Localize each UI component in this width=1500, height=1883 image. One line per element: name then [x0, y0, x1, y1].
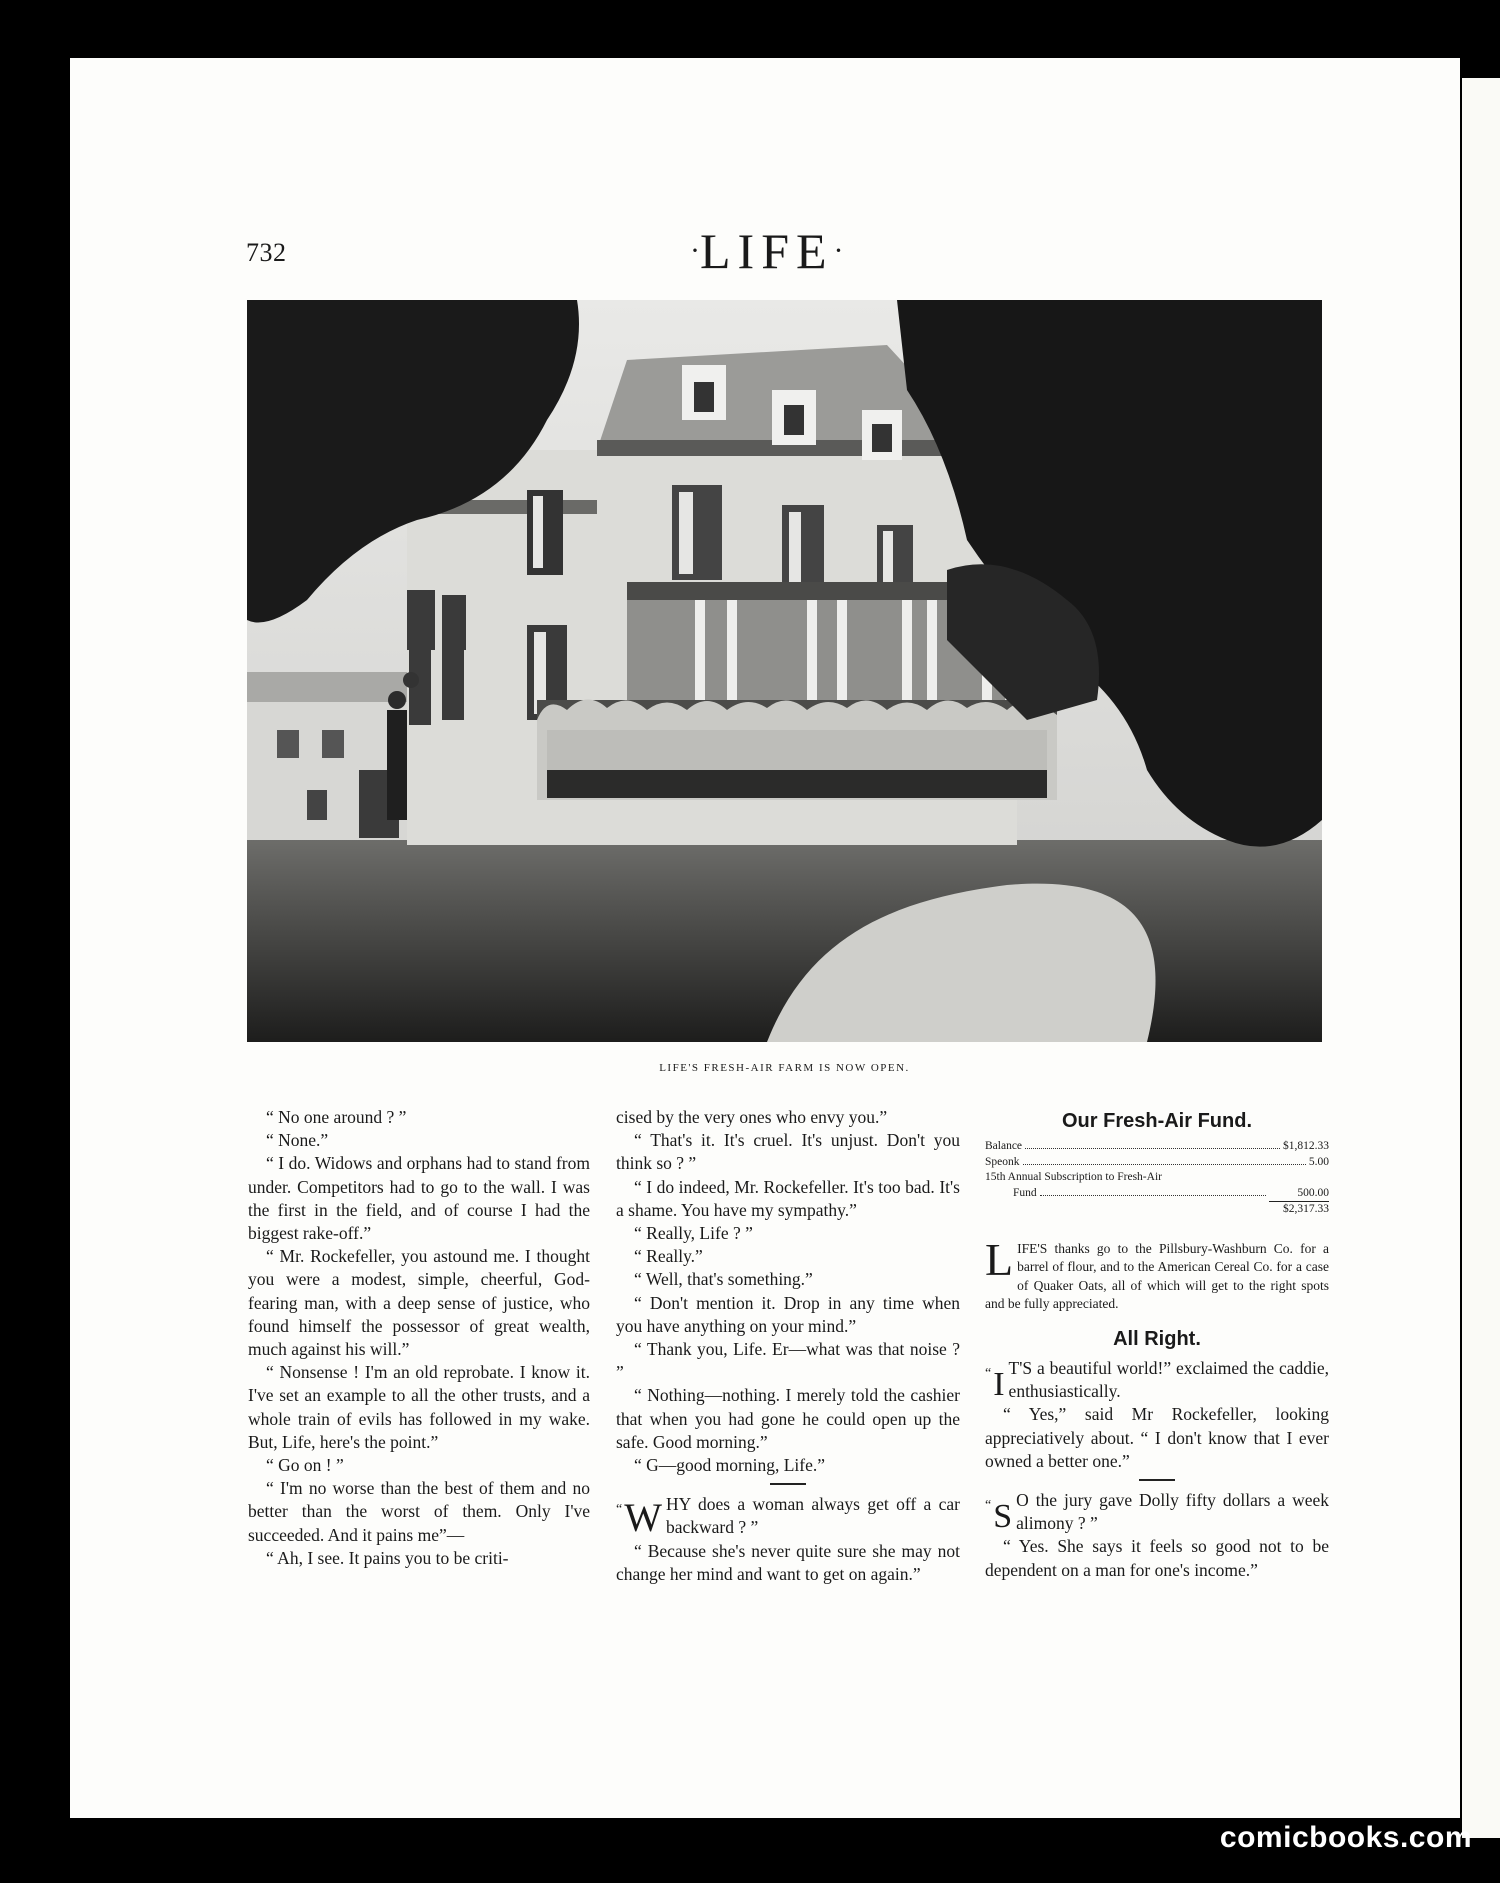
fund-ledger — [985, 1139, 1329, 1218]
all-right-heading: All Right. — [1113, 1327, 1201, 1350]
drop-cap: “S — [985, 1497, 1013, 1535]
joke-question: “S O the jury gave Dolly fifty dollars a week alimony ? ” — [985, 1489, 1329, 1535]
paragraph: “ I do. Widows and orphans had to stand from under. Competitors had to go to the wall. I was the first in the field, and of course I had the biggest rake-off.” — [248, 1153, 590, 1244]
paragraph: “ That's it. It's cruel. It's unjust. Don't you think so ? ” — [616, 1130, 960, 1174]
adjacent-page-edge — [1462, 78, 1500, 1838]
drop-cap: “I — [985, 1365, 1005, 1403]
paragraph: “ No one around ? ” — [266, 1107, 407, 1127]
paragraph: “ Thank you, Life. Er—what was that noise ? ” — [616, 1339, 960, 1383]
paragraph: “ None.” — [266, 1130, 329, 1151]
column-2 — [616, 1106, 960, 1586]
section-divider — [1139, 1479, 1175, 1481]
column-1 — [248, 1106, 590, 1570]
photo-caption: LIFE'S FRESH-AIR FARM IS NOW OPEN. — [659, 1062, 910, 1074]
drop-cap: L — [985, 1233, 1014, 1285]
thanks-notice: LIFE'S thanks go to the Pillsbury-Washburn Co. for a barrel of flour, and to the American Cereal Co. for a case of Quaker Oats, all of which will get to the right spots and be fully appreciated. — [985, 1233, 1329, 1312]
farmhouse-photograph — [247, 300, 1322, 1042]
ledger-row: Speonk 5.00 — [985, 1155, 1329, 1168]
joke-answer: “ Because she's never quite sure she may not change her mind and want to get on again.” — [616, 1540, 960, 1584]
paragraph: “ Well, that's something.” — [634, 1269, 813, 1290]
paragraph: “ Nonsense ! I'm an old reprobate. I know it. I've set an example to all the other trusts, and a whole train of evils has followed in my wake. But, Life, here's the point.” — [248, 1362, 590, 1452]
paragraph: “ Nothing—nothing. I merely told the cashier that when you had gone he could open up the safe. Good morning.” — [616, 1385, 960, 1452]
fund-heading: Our Fresh-Air Fund. — [1062, 1110, 1252, 1132]
section-divider — [770, 1483, 806, 1485]
column-3 — [985, 1106, 1329, 1582]
drop-cap: “W — [616, 1495, 662, 1541]
anecdote-paragraph: “I T'S a beautiful world!” exclaimed the caddie, enthusiastically. — [985, 1357, 1329, 1403]
paragraph: “ G—good morning, Life.” — [634, 1455, 825, 1476]
paragraph: “ I'm no worse than the best of them and no better than the worst of them. Only I've succeeded. And it pains me”— — [248, 1478, 590, 1545]
joke-question: “W HY does a woman always get off a car backward ? ” — [616, 1494, 960, 1541]
ledger-row: 15th Annual Subscription to Fresh-Air — [985, 1171, 1162, 1184]
page-number: 732 — [246, 238, 287, 267]
masthead — [690, 222, 844, 280]
site-watermark: comicbooks.com — [1219, 1821, 1472, 1854]
paragraph: “ Ah, I see. It pains you to be criti- — [266, 1547, 509, 1568]
paragraph: “ Really.” — [634, 1246, 703, 1267]
paragraph: “ Mr. Rockefeller, you astound me. I thought you were a modest, simple, cheerful, God-fearing man, with a deep sense of justice, who found himself the possessor of great wealth, much against his will.” — [248, 1246, 590, 1360]
masthead-dot-right: · — [833, 234, 844, 267]
paragraph: “ I do indeed, Mr. Rockefeller. It's too bad. It's a shame. You have my sympathy.” — [616, 1176, 960, 1220]
paragraph: “ Don't mention it. Drop in any time when you have anything on your mind.” — [616, 1292, 960, 1336]
ledger-total: $2,317.33 — [1283, 1203, 1329, 1216]
paragraph: cised by the very ones who envy you.” — [616, 1107, 888, 1127]
ledger-row: Balance $1,812.33 — [985, 1140, 1329, 1153]
ledger-row: Fund 500.00 — [1013, 1186, 1329, 1199]
joke-answer: “ Yes. She says it feels so good not to be dependent on a man for one's income.” — [985, 1536, 1329, 1580]
paragraph: “ Really, Life ? ” — [634, 1223, 753, 1244]
photo-illustration — [247, 300, 1322, 1042]
masthead-dot-left: · — [690, 234, 700, 267]
anecdote-paragraph: “ Yes,” said Mr Rockefeller, looking appreciatively about. “ I don't know that I ever owned a better one.” — [985, 1404, 1329, 1471]
masthead-title: LIFE — [700, 223, 834, 279]
paragraph: “ Go on ! ” — [266, 1455, 344, 1476]
